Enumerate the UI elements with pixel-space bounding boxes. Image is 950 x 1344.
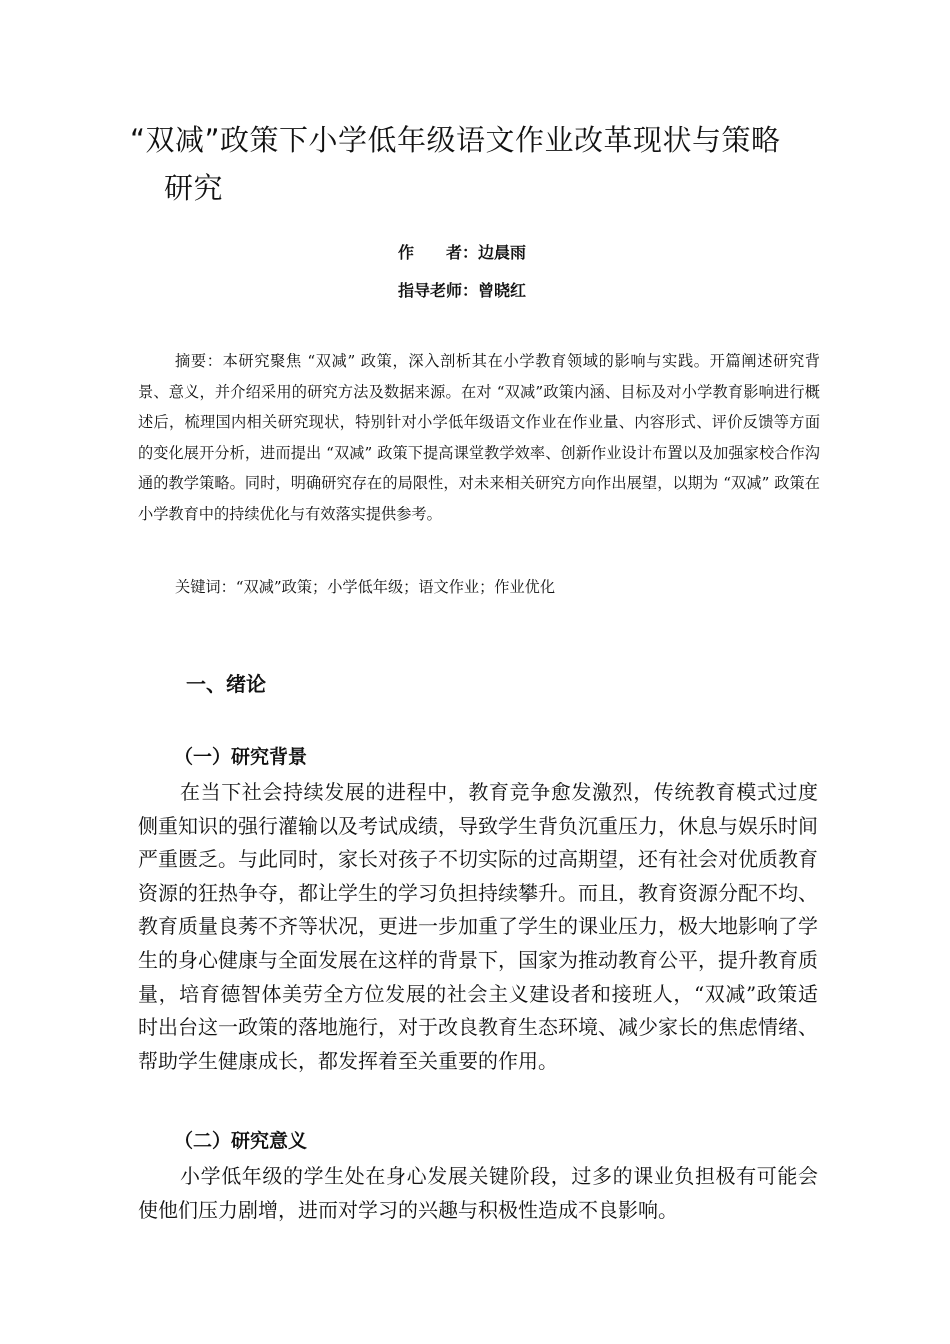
advisor-name: 曾晓红 xyxy=(478,281,527,300)
significance-paragraph: 小学低年级的学生处在身心发展关键阶段，过多的课业负担极有可能会使他们压力剧增，进而对学习的兴趣与积极性造成不良影响。 xyxy=(138,1164,818,1222)
advisor-label: 指导老师： xyxy=(398,281,479,300)
subsection-heading-background: （一）研究背景 xyxy=(174,746,308,768)
title-line-2: 研究 xyxy=(164,171,224,205)
background-paragraph: 在当下社会持续发展的进程中，教育竞争愈发激烈，传统教育模式过度侧重知识的强行灌输以及考试成绩，导致学生背负沉重压力，休息与娱乐时间严重匮乏。与此同时，家长对孩子不切实际的过高期望，还有社会对优质教育资源的狂热争夺，都让学生的学习负担持续攀升。而且，教育资源分配不均、教育质量良莠不齐等状况，更进一步加重了学生的课业压力，极大地影响了学生的身心健康与全面发展在这样的背景下，国家为推动教育公平，提升教育质量，培育德智体美劳全方位发展的社会主义建设者和接班人，“双减”政策适时出台这一政策的落地施行，对于改良教育生态环境、减少家长的焦虑情绪、帮助学生健康成长，都发挥着至关重要的作用。 xyxy=(138,780,818,1073)
abstract-text: 本研究聚焦 “双减” 政策，深入剖析其在小学教育领域的影响与实践。开篇阐述研究背景、意义，并介绍采用的研究方法及数据来源。在对 “双减”政策内涵、目标及对小学教育影响进行概述后，梳理国内相关研究现状，特别针对小学低年级语文作业在作业量、内容形式、评价反馈等方面的变化展开分析，进而提出 “双减” 政策下提高课堂教学效率、创新作业设计布置以及加强家校合作沟通的教学策略。同时，明确研究存在的局限性，对未来相关研究方向作出展望，以期为 “双减” 政策在小学教育中的持续优化与有效落实提供参考。 xyxy=(138,352,820,523)
author-label: 作 者： xyxy=(398,243,479,262)
author-line xyxy=(398,240,526,263)
keywords-label: 关键词： xyxy=(175,578,236,596)
paper-title xyxy=(130,116,830,212)
title-line-1: “双减”政策下小学低年级语文作业改革现状与策略 xyxy=(130,123,781,157)
abstract-label: 摘要： xyxy=(175,352,223,370)
keywords-text: “双减”政策；小学低年级；语文作业；作业优化 xyxy=(235,578,556,596)
abstract xyxy=(138,346,820,529)
subsection-heading-significance: （二）研究意义 xyxy=(174,1130,308,1152)
keywords xyxy=(175,572,555,602)
author-name: 边晨雨 xyxy=(478,243,527,262)
section-heading-introduction: 一、绪论 xyxy=(186,672,266,696)
advisor-line xyxy=(398,278,526,301)
